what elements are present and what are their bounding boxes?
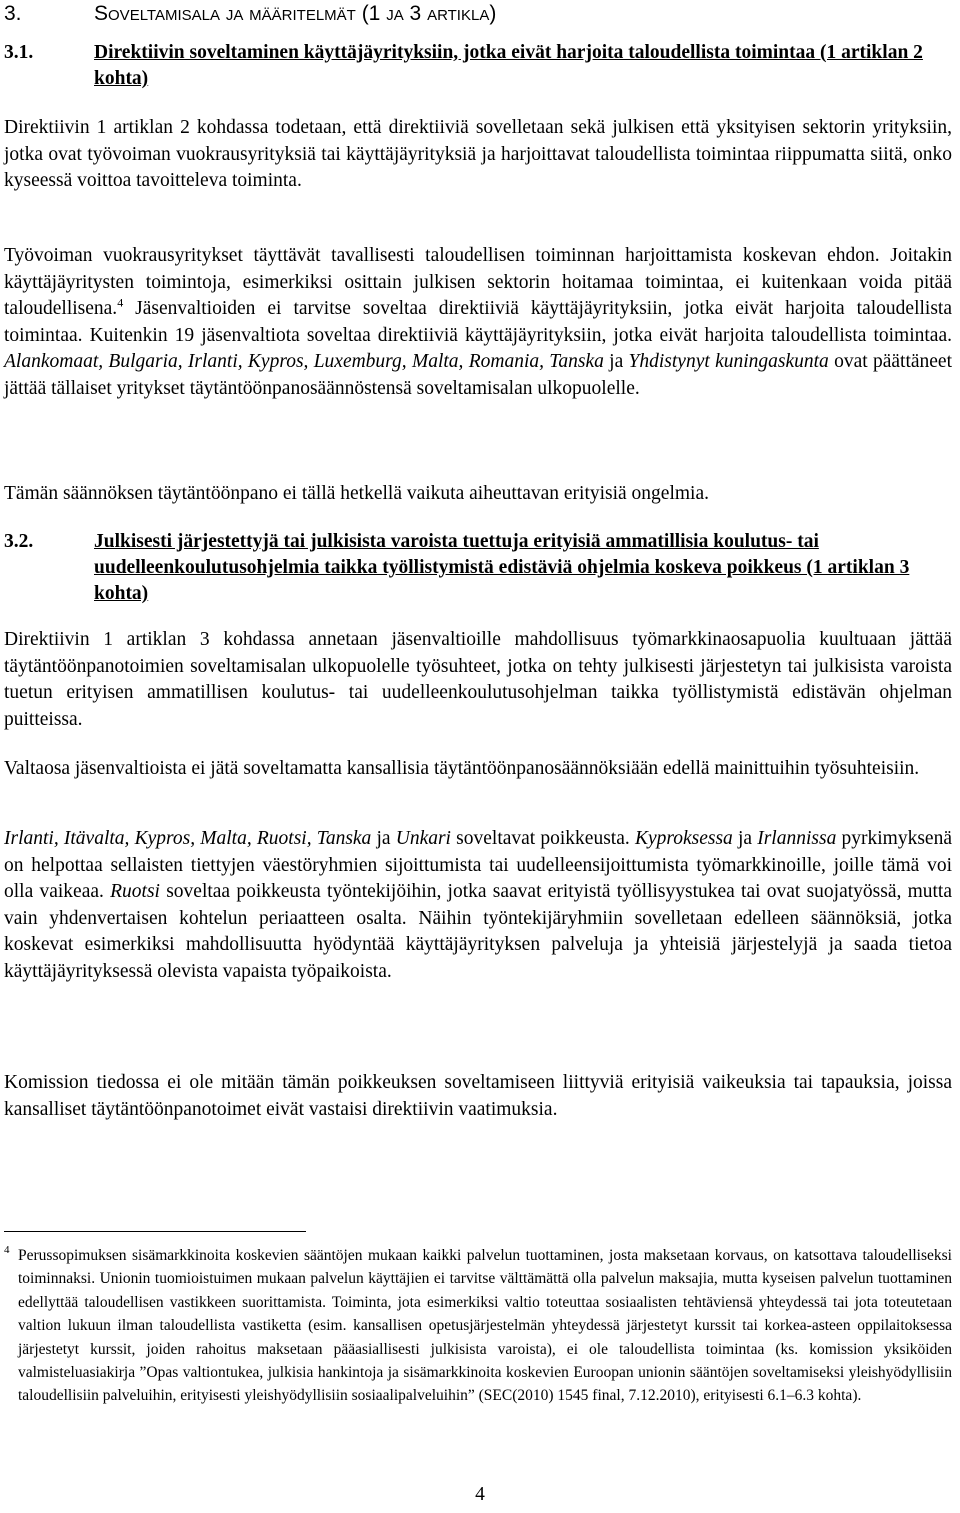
footnote-separator: [4, 1231, 306, 1232]
heading-number: 3.2.: [4, 531, 34, 552]
heading-number: 3.: [4, 2, 22, 25]
paragraph-5: Valtaosa jäsenvaltioista ei jätä soveltamatta kansallisia täytäntöönpanosäännöksiään edellä mainittuihin työsuhteisiin.: [4, 758, 920, 779]
footnote-marker: 4: [4, 1244, 10, 1256]
heading-number: 3.1.: [4, 42, 34, 63]
section-heading-3: 3. Soveltamisala ja määritelmät (1 ja 3 artikla): [4, 2, 497, 25]
footnote-4: [4, 1244, 952, 1408]
paragraph-2: Työvoiman vuokrausyritykset täyttävät tavallisesti taloudellisen toiminnan harjoittamista koskevan ehdon. Joitakin käyttäjäyritysten toimintoja, esimerkiksi osittain julkisen sektorin hoitamaa toimintaa, ei kuitenkaan voida pitää taloudellisena.$^4$ Jäsenvaltioiden ei tarvitse soveltaa direktiiviä käyttäjäyrityksiin, jotka eivät harjoita taloudellista toimintaa. Kuitenkin 19 jäsenvaltiota soveltaa direktiiviä käyttäjäyrityksiin, jotka eivät harjoita taloudellista toimintaa. Alankomaat, Bulgaria, Irlanti, Kypros, Luxemburg, Malta, Romania, Tanska ja Yhdistynyt kuningaskunta ovat päättäneet jättää tällaiset yritykset täytäntöönpanosäännöstensä soveltamisalan ulkopuolelle.: [4, 245, 953, 399]
section-heading-3-2: [4, 529, 952, 607]
footnote-text: Perussopimuksen sisämarkkinoita koskevien sääntöjen mukaan kaikki palvelun tuottaminen, josta maksetaan korvaus, on katsottava taloudelliseksi toiminnaksi. Unionin tuomioistuimen mukaan palvelun käyttäjien ei tarvitse välttämättä olla palvelun maksajia, mutta kyseisen palvelun tuottaminen edellyttää taloudellisen vastikkeen suorittamista. Toiminta, jota esimerkiksi valtio toteuttaa sosiaalisten tehtäviensä yhteydessä tai jota toteutetaan valtion lukuun ilman taloudellista vastiketta (esim. kansallisen opetusjärjestelmän yhteydessä järjestetyt kurssit tai korkea-asteen oppilaitoksessa järjestetyt kurssit, joiden rahoitus maksetaan pääasiallisesti julkisista varoista), ei ole taloudellista toimintaa (ks. komission yksiköiden valmisteluasiakirja ”Opas valtiontukea, julkisia hankintoja ja sisämarkkinoita koskevien Euroopan unionin sääntöjen soveltamiseksi yleishyödyllisiin taloudellisiin palveluihin, erityisesti yleishyödyllisiin sosiaalipalveluihin” (SEC(2010) 1545 final, 7.12.2010), erityisesti 6.1–6.3 kohta).: [18, 1247, 952, 1405]
footnote-ref[interactable]: 4: [117, 295, 124, 310]
paragraph-6: Irlanti, Itävalta, Kypros, Malta, Ruotsi, Tanska ja Unkari soveltavat poikkeusta. Kyproksessa ja Irlannissa pyrkimyksenä on helpottaa sellaisten tiettyjen väestöryhmien sijoittumista tai uudelleensijoittumista työmarkkinoille, joille tämä voi olla vaikeaa. Ruotsi soveltaa poikkeusta työntekijöihin, jotka saavat erityistä työllisyystukea tai ovat suojatyössä, mutta vain yhdenvertaisen kohtelun periaatteen osalta. Näihin työntekijäryhmiin sovelletaan edelleen säännöksiä, jotka koskevat esimerkiksi mahdollisuutta hyödyntää käyttäjäyrityksen palveluja ja yhteisiä järjestelyjä ja saada tietoa käyttäjäyrityksessä olevista vapaista työpaikoista.: [4, 828, 952, 982]
heading-title: Julkisesti järjestettyjä tai julkisista varoista tuettuja erityisiä ammatillisia koulutus- tai uudelleenkoulutusohjelmia taikka työllistymistä edistäviä ohjelmia koskeva poikkeus (1 artiklan 3 kohta): [94, 531, 910, 604]
page-number: 4: [475, 1484, 485, 1505]
section-heading-3-1: [4, 40, 952, 92]
paragraph-7: Komission tiedossa ei ole mitään tämän poikkeuksen soveltamiseen liittyviä erityisiä vaikeuksia tai tapauksia, joissa kansalliset täytäntöönpanotoimet eivät vastaisi direktiivin vaatimuksia.: [4, 1072, 952, 1120]
paragraph-3: Tämän säännöksen täytäntöönpano ei tällä hetkellä vaikuta aiheuttavan erityisiä ongelmia.: [4, 483, 709, 504]
paragraph-4: Direktiivin 1 artiklan 3 kohdassa annetaan jäsenvaltioille mahdollisuus työmarkkinaosapuolia kuultuaan jättää täytäntöönpanotoimien soveltamisalan ulkopuolelle työsuhteet, jotka on tehty julkisesti järjestetyn tai julkisista varoista tuetun erityisen ammatillisen koulutus- tai uudelleenkoulutusohjelman taikka työllistymistä edistävän ohjelman puitteissa.: [4, 629, 952, 730]
heading-title: Direktiivin soveltaminen käyttäjäyrityksiin, jotka eivät harjoita taloudellista toimintaa (1 artiklan 2 kohta): [94, 42, 923, 89]
paragraph-1: Direktiivin 1 artiklan 2 kohdassa todetaan, että direktiiviä sovelletaan sekä julkisen että yksityisen sektorin yrityksiin, jotka ovat työvoiman vuokrausyrityksiä tai käyttäjäyrityksiä ja harjoittavat taloudellista toimintaa riippumatta siitä, onko kyseessä voittoa tavoitteleva toiminta.: [4, 117, 952, 192]
